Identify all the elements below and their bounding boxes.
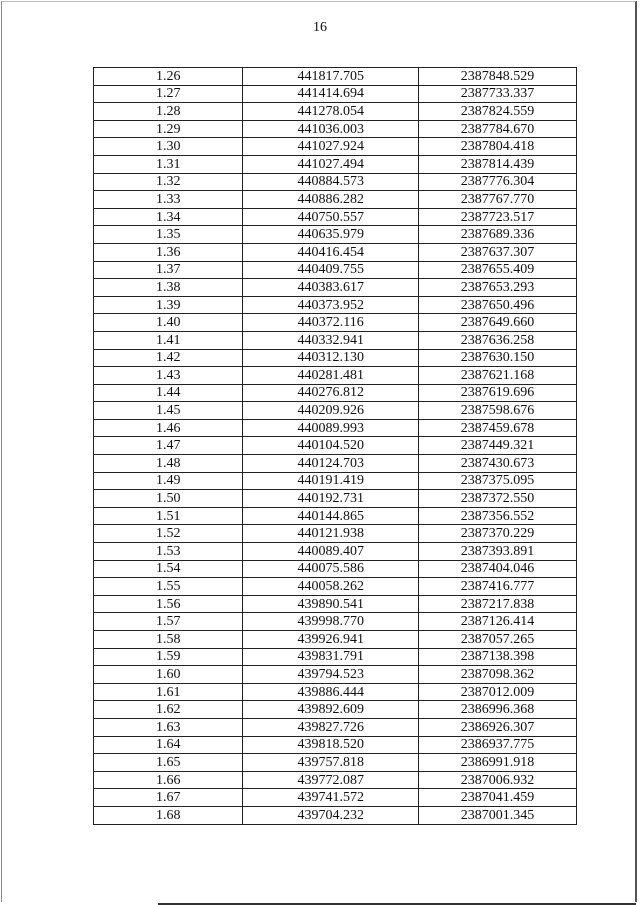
- point-number-cell: 1.35: [94, 226, 243, 244]
- table-row: [94, 138, 577, 156]
- y-coordinate-cell: 2387012.009: [419, 683, 577, 701]
- point-number-cell: 1.30: [94, 138, 243, 156]
- table-row: [94, 208, 577, 226]
- y-coordinate-cell: 2387006.932: [419, 771, 577, 789]
- point-number-cell: 1.45: [94, 402, 243, 420]
- y-coordinate-cell: 2386926.307: [419, 718, 577, 736]
- point-number-cell: 1.53: [94, 543, 243, 561]
- point-number-cell: 1.62: [94, 701, 243, 719]
- y-coordinate-cell: 2387217.838: [419, 595, 577, 613]
- point-number-cell: 1.27: [94, 85, 243, 103]
- x-coordinate-cell: 440089.407: [243, 543, 419, 561]
- point-number-cell: 1.46: [94, 419, 243, 437]
- x-coordinate-cell: 441036.003: [243, 120, 419, 138]
- x-coordinate-cell: 440089.993: [243, 419, 419, 437]
- x-coordinate-cell: 440104.520: [243, 437, 419, 455]
- point-number-cell: 1.32: [94, 173, 243, 191]
- x-coordinate-cell: 439998.770: [243, 613, 419, 631]
- table-row: [94, 85, 577, 103]
- table-row: [94, 525, 577, 543]
- y-coordinate-cell: 2387001.345: [419, 806, 577, 824]
- point-number-cell: 1.41: [94, 331, 243, 349]
- y-coordinate-cell: 2386996.368: [419, 701, 577, 719]
- table-row: [94, 243, 577, 261]
- y-coordinate-cell: 2387723.517: [419, 208, 577, 226]
- table-row: [94, 683, 577, 701]
- x-coordinate-cell: 440383.617: [243, 279, 419, 297]
- point-number-cell: 1.51: [94, 507, 243, 525]
- y-coordinate-cell: 2387459.678: [419, 419, 577, 437]
- table-row: [94, 666, 577, 684]
- table-row: [94, 578, 577, 596]
- x-coordinate-cell: 440373.952: [243, 296, 419, 314]
- y-coordinate-cell: 2387619.696: [419, 384, 577, 402]
- table-row: [94, 736, 577, 754]
- point-number-cell: 1.60: [94, 666, 243, 684]
- page-number: 16: [313, 20, 327, 35]
- x-coordinate-cell: 440312.130: [243, 349, 419, 367]
- table-row: [94, 103, 577, 121]
- point-number-cell: 1.28: [94, 103, 243, 121]
- point-number-cell: 1.33: [94, 191, 243, 209]
- y-coordinate-cell: 2387814.439: [419, 155, 577, 173]
- y-coordinate-cell: 2387041.459: [419, 789, 577, 807]
- table-row: [94, 384, 577, 402]
- table-row: [94, 490, 577, 508]
- y-coordinate-cell: 2387621.168: [419, 367, 577, 385]
- point-number-cell: 1.58: [94, 631, 243, 649]
- x-coordinate-cell: 439892.609: [243, 701, 419, 719]
- y-coordinate-cell: 2387375.095: [419, 472, 577, 490]
- y-coordinate-cell: 2387404.046: [419, 560, 577, 578]
- y-coordinate-cell: 2386937.775: [419, 736, 577, 754]
- x-coordinate-cell: 441414.694: [243, 85, 419, 103]
- table-row: [94, 472, 577, 490]
- x-coordinate-cell: 440276.812: [243, 384, 419, 402]
- y-coordinate-cell: 2386991.918: [419, 754, 577, 772]
- point-number-cell: 1.68: [94, 806, 243, 824]
- point-number-cell: 1.38: [94, 279, 243, 297]
- table-row: [94, 279, 577, 297]
- table-row: [94, 296, 577, 314]
- table-row: [94, 349, 577, 367]
- x-coordinate-cell: 440884.573: [243, 173, 419, 191]
- point-number-cell: 1.55: [94, 578, 243, 596]
- table-row: [94, 701, 577, 719]
- x-coordinate-cell: 439818.520: [243, 736, 419, 754]
- point-number-cell: 1.31: [94, 155, 243, 173]
- point-number-cell: 1.59: [94, 648, 243, 666]
- point-number-cell: 1.52: [94, 525, 243, 543]
- table-row: [94, 718, 577, 736]
- y-coordinate-cell: 2387372.550: [419, 490, 577, 508]
- table-row: [94, 543, 577, 561]
- x-coordinate-cell: 439890.541: [243, 595, 419, 613]
- table-row: [94, 613, 577, 631]
- table-row: [94, 68, 577, 86]
- y-coordinate-cell: 2387370.229: [419, 525, 577, 543]
- point-number-cell: 1.43: [94, 367, 243, 385]
- point-number-cell: 1.67: [94, 789, 243, 807]
- y-coordinate-cell: 2387733.337: [419, 85, 577, 103]
- y-coordinate-cell: 2387393.891: [419, 543, 577, 561]
- x-coordinate-cell: 440886.282: [243, 191, 419, 209]
- table-row: [94, 437, 577, 455]
- y-coordinate-cell: 2387653.293: [419, 279, 577, 297]
- point-number-cell: 1.48: [94, 455, 243, 473]
- table-row: [94, 806, 577, 824]
- point-number-cell: 1.50: [94, 490, 243, 508]
- point-number-cell: 1.54: [94, 560, 243, 578]
- x-coordinate-cell: 439741.572: [243, 789, 419, 807]
- x-coordinate-cell: 439794.523: [243, 666, 419, 684]
- x-coordinate-cell: 440372.116: [243, 314, 419, 332]
- y-coordinate-cell: 2387784.670: [419, 120, 577, 138]
- table-row: [94, 226, 577, 244]
- point-number-cell: 1.65: [94, 754, 243, 772]
- y-coordinate-cell: 2387655.409: [419, 261, 577, 279]
- x-coordinate-cell: 440075.586: [243, 560, 419, 578]
- point-number-cell: 1.49: [94, 472, 243, 490]
- x-coordinate-cell: 441278.054: [243, 103, 419, 121]
- y-coordinate-cell: 2387430.673: [419, 455, 577, 473]
- point-number-cell: 1.44: [94, 384, 243, 402]
- x-coordinate-cell: 439886.444: [243, 683, 419, 701]
- x-coordinate-cell: 440281.481: [243, 367, 419, 385]
- table-row: [94, 631, 577, 649]
- table-row: [94, 560, 577, 578]
- point-number-cell: 1.47: [94, 437, 243, 455]
- table-row: [94, 191, 577, 209]
- y-coordinate-cell: 2387057.265: [419, 631, 577, 649]
- point-number-cell: 1.66: [94, 771, 243, 789]
- y-coordinate-cell: 2387776.304: [419, 173, 577, 191]
- x-coordinate-cell: 440750.557: [243, 208, 419, 226]
- x-coordinate-cell: 440192.731: [243, 490, 419, 508]
- x-coordinate-cell: 439757.818: [243, 754, 419, 772]
- y-coordinate-cell: 2387650.496: [419, 296, 577, 314]
- table-row: [94, 789, 577, 807]
- table-row: [94, 648, 577, 666]
- table-row: [94, 120, 577, 138]
- y-coordinate-cell: 2387804.418: [419, 138, 577, 156]
- table-row: [94, 331, 577, 349]
- x-coordinate-cell: 439772.087: [243, 771, 419, 789]
- x-coordinate-cell: 439827.726: [243, 718, 419, 736]
- x-coordinate-cell: 441027.494: [243, 155, 419, 173]
- y-coordinate-cell: 2387098.362: [419, 666, 577, 684]
- point-number-cell: 1.37: [94, 261, 243, 279]
- table-row: [94, 419, 577, 437]
- x-coordinate-cell: 440635.979: [243, 226, 419, 244]
- point-number-cell: 1.26: [94, 68, 243, 86]
- table-row: [94, 754, 577, 772]
- x-coordinate-cell: 440121.938: [243, 525, 419, 543]
- coordinates-table: [93, 67, 577, 825]
- table-row: [94, 367, 577, 385]
- point-number-cell: 1.29: [94, 120, 243, 138]
- x-coordinate-cell: 440124.703: [243, 455, 419, 473]
- point-number-cell: 1.57: [94, 613, 243, 631]
- x-coordinate-cell: 439831.791: [243, 648, 419, 666]
- table-row: [94, 155, 577, 173]
- point-number-cell: 1.42: [94, 349, 243, 367]
- point-number-cell: 1.34: [94, 208, 243, 226]
- y-coordinate-cell: 2387356.552: [419, 507, 577, 525]
- y-coordinate-cell: 2387824.559: [419, 103, 577, 121]
- x-coordinate-cell: 440191.419: [243, 472, 419, 490]
- coordinates-table-body: [94, 68, 577, 825]
- table-row: [94, 314, 577, 332]
- y-coordinate-cell: 2387138.398: [419, 648, 577, 666]
- table-row: [94, 455, 577, 473]
- table-row: [94, 402, 577, 420]
- point-number-cell: 1.61: [94, 683, 243, 701]
- x-coordinate-cell: 440058.262: [243, 578, 419, 596]
- x-coordinate-cell: 440416.454: [243, 243, 419, 261]
- x-coordinate-cell: 440209.926: [243, 402, 419, 420]
- point-number-cell: 1.63: [94, 718, 243, 736]
- y-coordinate-cell: 2387848.529: [419, 68, 577, 86]
- table-row: [94, 173, 577, 191]
- x-coordinate-cell: 439704.232: [243, 806, 419, 824]
- x-coordinate-cell: 441027.924: [243, 138, 419, 156]
- y-coordinate-cell: 2387689.336: [419, 226, 577, 244]
- y-coordinate-cell: 2387598.676: [419, 402, 577, 420]
- x-coordinate-cell: 440332.941: [243, 331, 419, 349]
- y-coordinate-cell: 2387636.258: [419, 331, 577, 349]
- table-row: [94, 771, 577, 789]
- y-coordinate-cell: 2387649.660: [419, 314, 577, 332]
- y-coordinate-cell: 2387416.777: [419, 578, 577, 596]
- point-number-cell: 1.39: [94, 296, 243, 314]
- point-number-cell: 1.64: [94, 736, 243, 754]
- y-coordinate-cell: 2387630.150: [419, 349, 577, 367]
- y-coordinate-cell: 2387449.321: [419, 437, 577, 455]
- y-coordinate-cell: 2387126.414: [419, 613, 577, 631]
- x-coordinate-cell: 440409.755: [243, 261, 419, 279]
- point-number-cell: 1.40: [94, 314, 243, 332]
- table-row: [94, 261, 577, 279]
- x-coordinate-cell: 441817.705: [243, 68, 419, 86]
- x-coordinate-cell: 440144.865: [243, 507, 419, 525]
- table-row: [94, 507, 577, 525]
- x-coordinate-cell: 439926.941: [243, 631, 419, 649]
- y-coordinate-cell: 2387637.307: [419, 243, 577, 261]
- point-number-cell: 1.36: [94, 243, 243, 261]
- y-coordinate-cell: 2387767.770: [419, 191, 577, 209]
- point-number-cell: 1.56: [94, 595, 243, 613]
- table-row: [94, 595, 577, 613]
